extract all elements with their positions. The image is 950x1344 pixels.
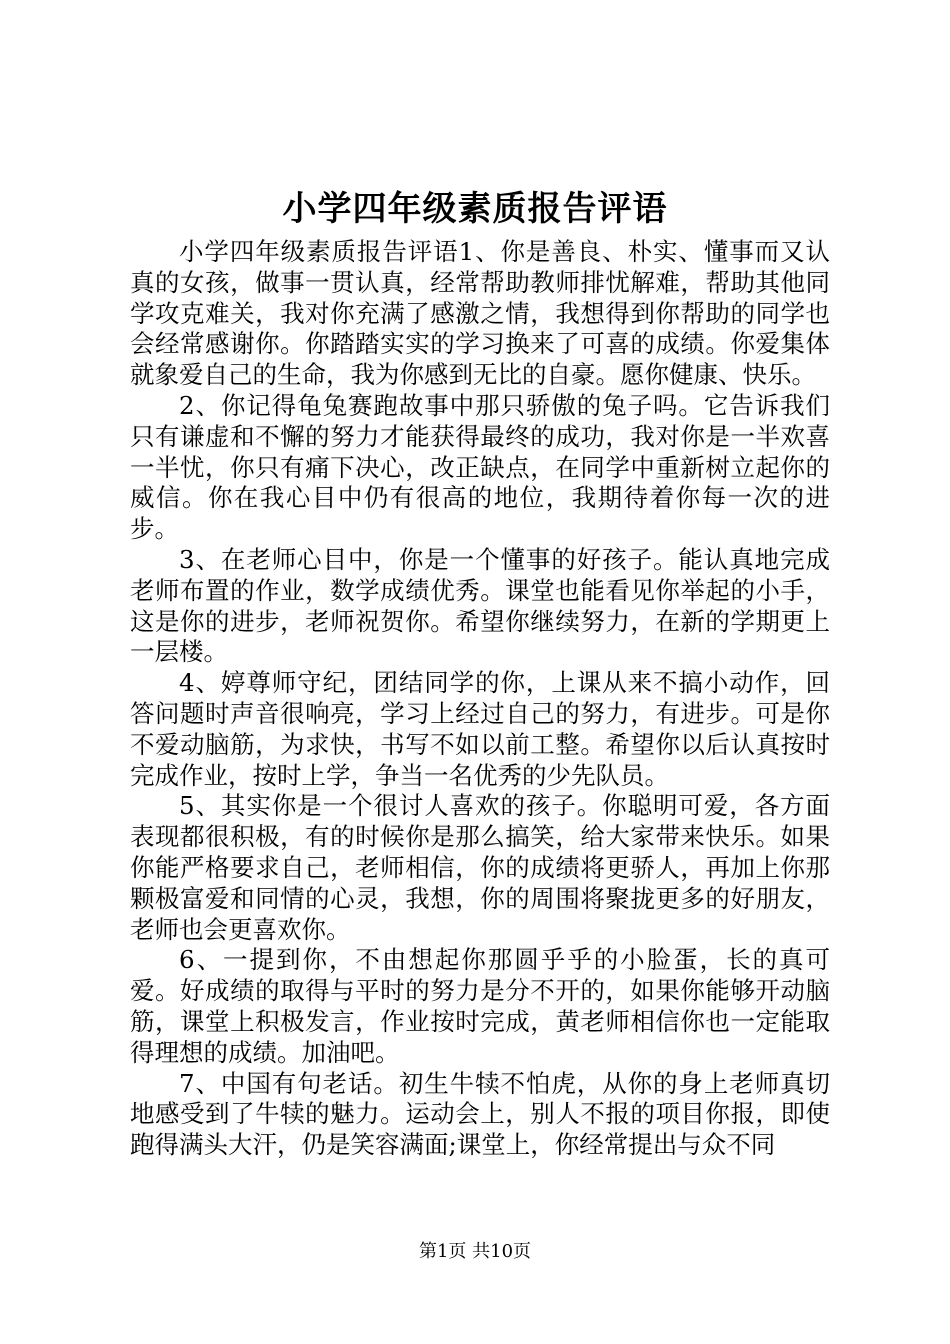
paragraph-7: 7、中国有句老话。初生牛犊不怕虎，从你的身上老师真切地感受到了牛犊的魅力。运动会上，别人不报的项目你报，即使跑得满头大汗，仍是笑容满面;课堂上，你经常提出与众不同 — [130, 1068, 830, 1160]
page-footer: 第1页 共10页 — [418, 1241, 532, 1262]
document-body — [130, 237, 830, 1187]
paragraph-2: 2、你记得龟兔赛跑故事中那只骄傲的兔子吗。它告诉我们只有谦虚和不懈的努力才能获得最终的成功，我对你是一半欢喜一半忧，你只有痛下决心，改正缺点，在同学中重新树立起你的威信。你在我心目中仍有很高的地位，我期待着你每一次的进步。 — [130, 390, 830, 544]
paragraph-5: 5、其实你是一个很讨人喜欢的孩子。你聪明可爱，各方面表现都很积极，有的时候你是那么搞笑，给大家带来快乐。如果你能严格要求自己，老师相信，你的成绩将更骄人，再加上你那颗极富爱和同情的心灵，我想，你的周围将聚拢更多的好朋友，老师也会更喜欢你。 — [130, 791, 830, 944]
paragraph-3: 3、在老师心目中，你是一个懂事的好孩子。能认真地完成老师布置的作业，数学成绩优秀。课堂也能看见你举起的小手，这是你的进步，老师祝贺你。希望你继续努力，在新的学期更上一层楼。 — [130, 544, 830, 667]
document-title: 小学四年级素质报告评语 — [282, 189, 668, 229]
paragraph-6: 6、一提到你，不由想起你那圆乎乎的小脸蛋，长的真可爱。好成绩的取得与平时的努力是分不开的，如果你能够开动脑筋，课堂上积极发言，作业按时完成，黄老师相信你也一定能取得理想的成绩。加油吧。 — [130, 945, 830, 1067]
paragraph-4: 4、婷尊师守纪，团结同学的你，上课从来不搞小动作，回答问题时声音很响亮，学习上经过自己的努力，有进步。可是你不爱动脑筋，为求快，书写不如以前工整。希望你以后认真按时完成作业，按时上学，争当一名优秀的少先队员。 — [130, 668, 830, 790]
paragraph-1: 小学四年级素质报告评语1、你是善良、朴实、懂事而又认真的女孩，做事一贯认真，经常帮助教师排忧解难，帮助其他同学攻克难关，我对你充满了感激之情，我想得到你帮助的同学也会经常感谢你。你踏踏实实的学习换来了可喜的成绩。你爱集体就象爱自己的生命，我为你感到无比的自豪。愿你健康、快乐。 — [130, 237, 830, 390]
